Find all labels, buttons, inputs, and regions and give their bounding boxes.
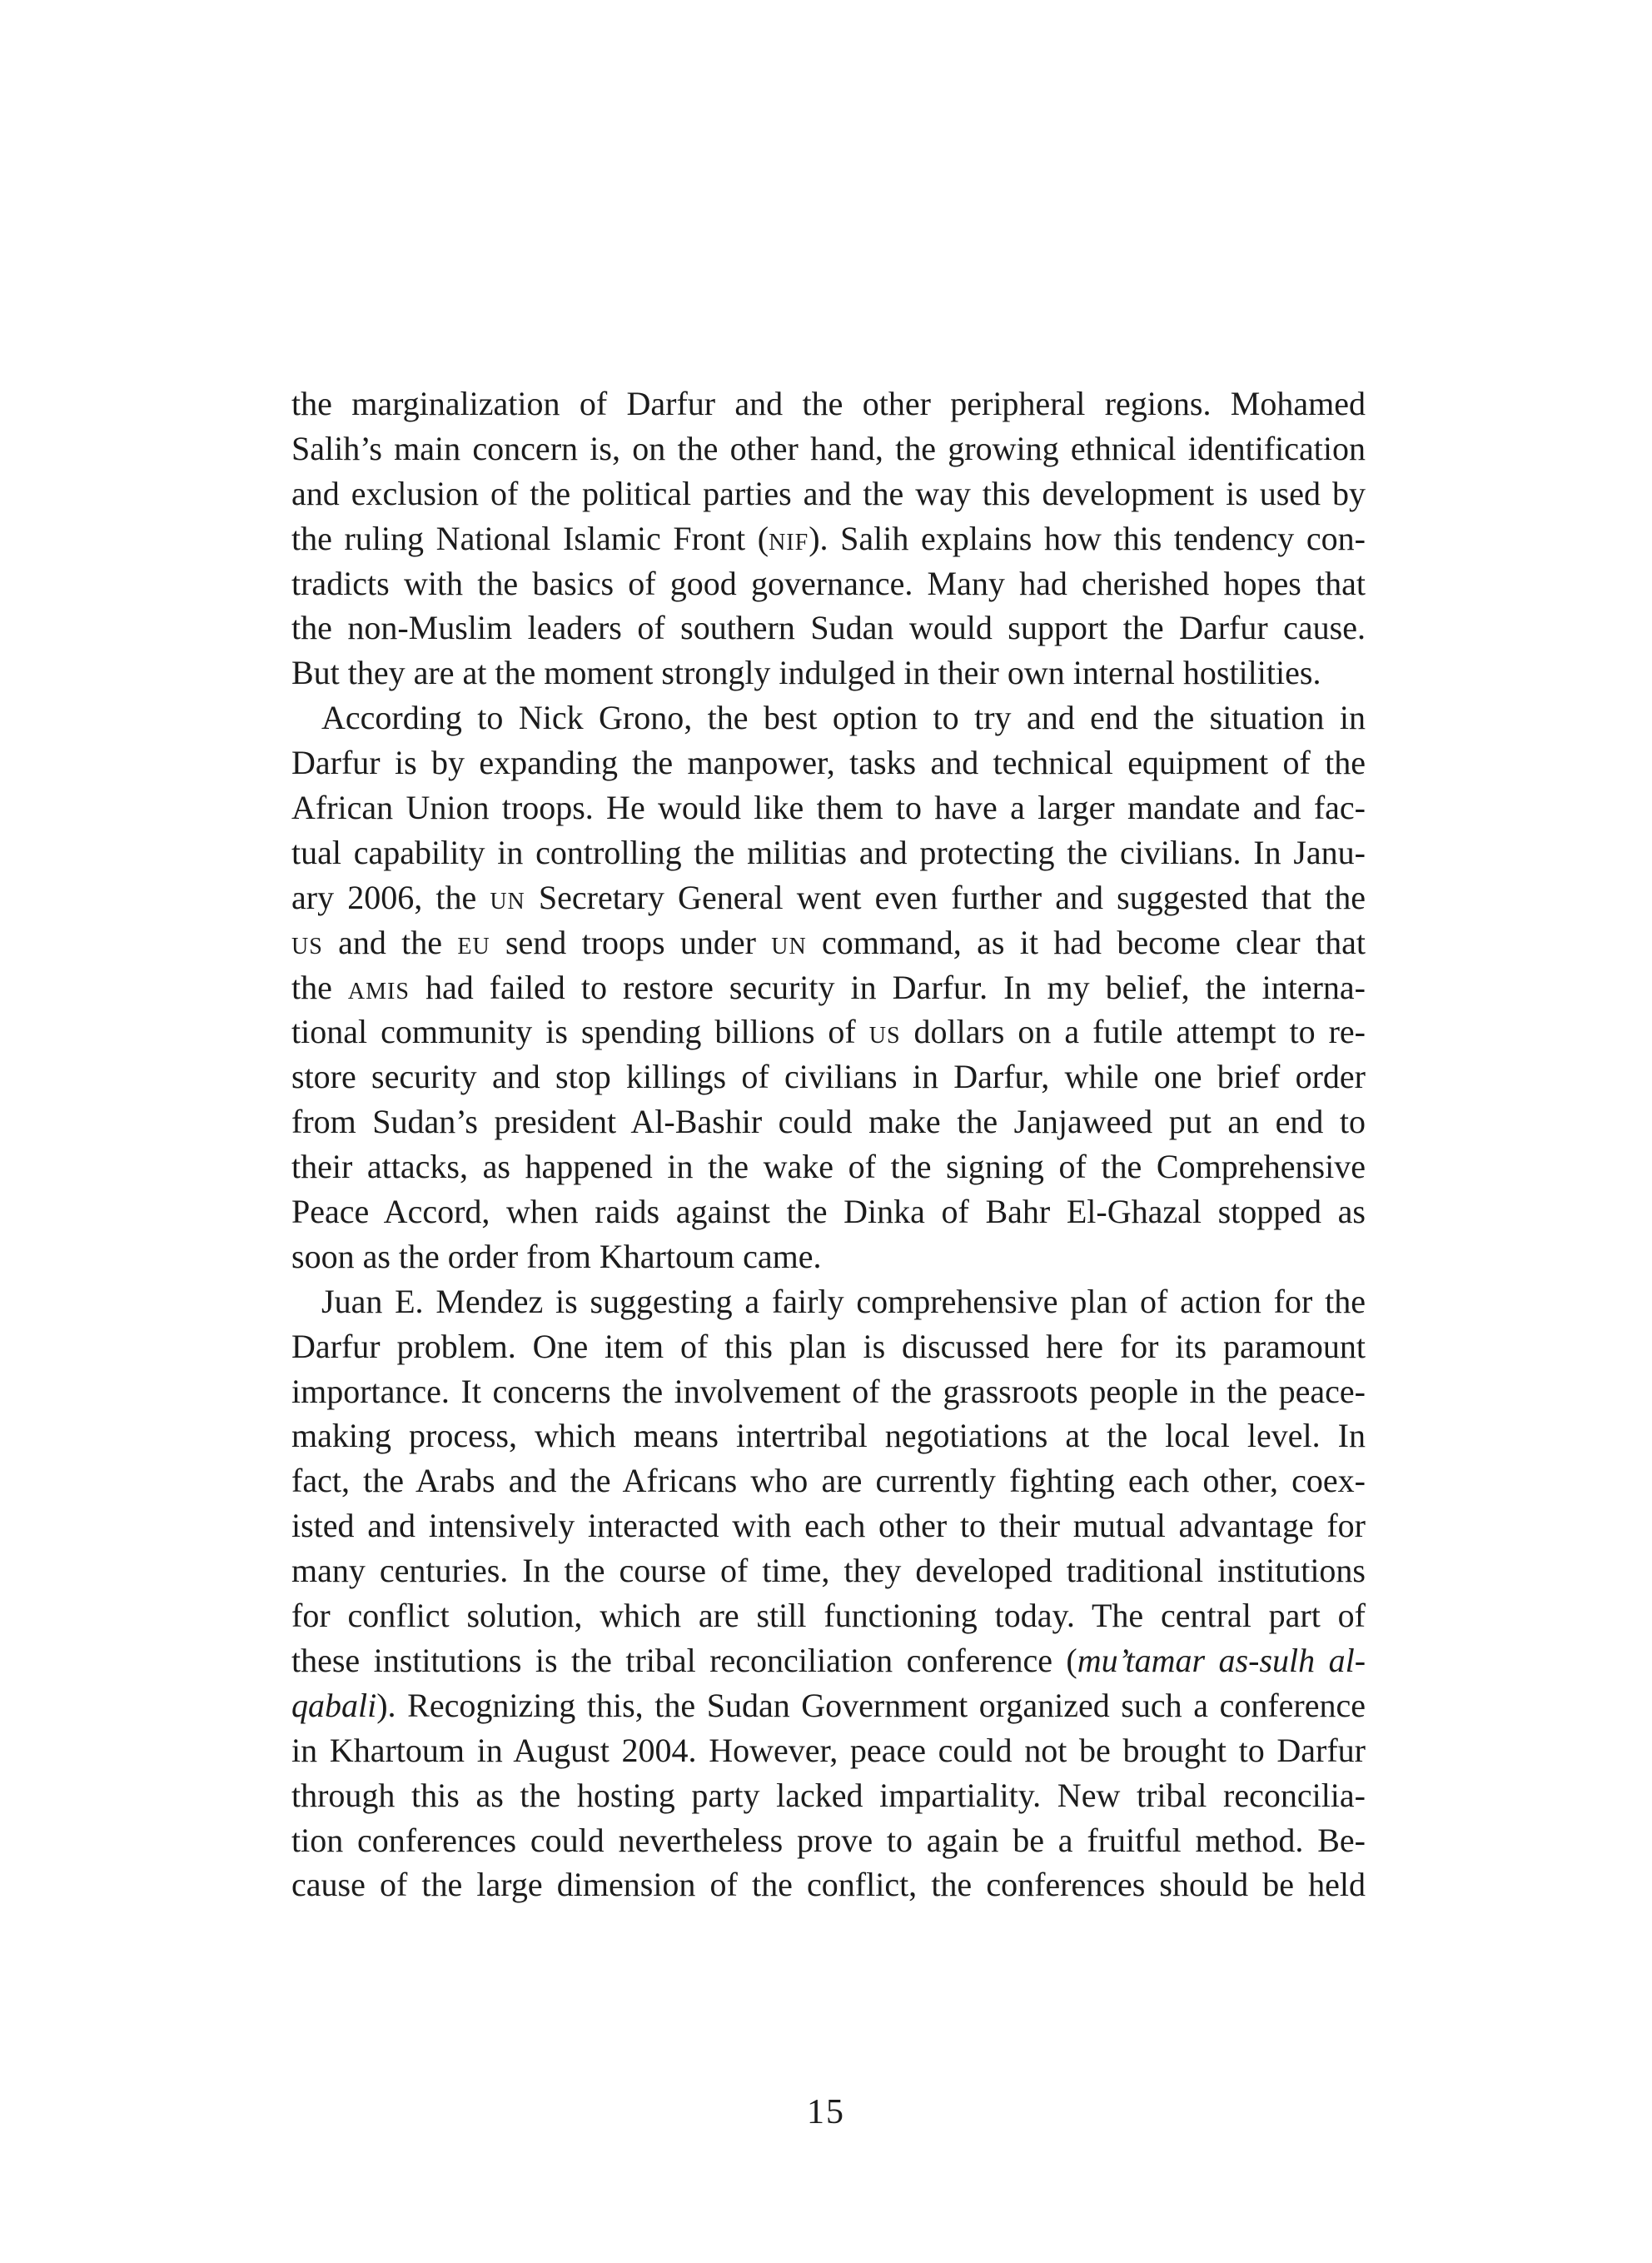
text-line: for conflict solution, which are still functioning today. The central part of: [291, 1597, 1366, 1635]
text-line: tion conferences could nevertheless prove to again be a fruitful method. Be-: [291, 1821, 1366, 1859]
text-line: African Union troops. He would like them to have a larger mandate and fac-: [291, 789, 1366, 827]
text-line: Darfur problem. One item of this plan is discussed here for its paramount: [291, 1327, 1366, 1365]
abbreviation-us: us: [868, 1013, 901, 1051]
text-line: Peace Accord, when raids against the Dinka of Bahr El-Ghazal stopped as: [291, 1193, 1366, 1231]
text-line: But they are at the moment strongly indulged in their own internal hostilities.: [291, 654, 1321, 692]
text-line: cause of the large dimension of the conflict, the conferences should be held: [291, 1866, 1366, 1904]
text-line: the marginalization of Darfur and the other peripheral regions. Mohamed: [291, 385, 1366, 422]
text-line: Juan E. Mendez is suggesting a fairly comprehensive plan of action for the: [321, 1282, 1366, 1320]
text-line: Salih’s main concern is, on the other hand, the growing ethnical identification: [291, 429, 1366, 467]
text-line: importance. It concerns the involvement of the grassroots people in the peace-: [291, 1372, 1366, 1410]
text-line: through this as the hosting party lacked impartiality. New tribal reconcilia-: [291, 1776, 1366, 1814]
text-line: tual capability in controlling the militias and protecting the civilians. In Janu-: [291, 833, 1366, 871]
text-line: in Khartoum in August 2004. However, peace could not be brought to Darfur: [291, 1731, 1366, 1769]
text-line: tional community is spending billions of us dollars on a futile attempt to re-: [291, 1013, 1366, 1051]
body-text: [291, 381, 1366, 1907]
text-line: tradicts with the basics of good governance. Many had cherished hopes that: [291, 564, 1366, 602]
text-line: ary 2006, the un Secretary General went even further and suggested that the: [291, 878, 1366, 916]
italic-term: mu’tamar as-sulh al-: [1077, 1641, 1366, 1679]
text-line: the non-Muslim leaders of southern Sudan would support the Darfur cause.: [291, 609, 1366, 647]
text-line: these institutions is the tribal reconciliation conference (mu’tamar as-sulh al-: [291, 1641, 1366, 1679]
text-line: from Sudan’s president Al-Bashir could make the Janjaweed put an end to: [291, 1103, 1366, 1141]
abbreviation-un: un: [490, 878, 525, 916]
abbreviation-un: un: [771, 923, 807, 961]
italic-term: qabali: [291, 1686, 377, 1724]
abbreviation-eu: eu: [457, 923, 490, 961]
abbreviation-amis: amis: [347, 968, 410, 1006]
text-line: soon as the order from Khartoum came.: [291, 1237, 822, 1275]
text-line: and exclusion of the political parties and the way this development is used by: [291, 474, 1366, 512]
page-number: 15: [807, 2093, 845, 2131]
text-line: isted and intensively interacted with each other to their mutual advantage for: [291, 1507, 1366, 1545]
text-line: fact, the Arabs and the Africans who are currently fighting each other, coex-: [291, 1462, 1366, 1500]
text-line: making process, which means intertribal negotiations at the local level. In: [291, 1417, 1366, 1455]
abbreviation-nif: nif: [769, 519, 809, 557]
text-line: qabali). Recognizing this, the Sudan Government organized such a conference: [291, 1686, 1366, 1724]
text-line: many centuries. In the course of time, they developed traditional institutions: [291, 1552, 1366, 1590]
text-line: According to Nick Grono, the best option to try and end the situation in: [321, 699, 1366, 737]
text-line: the ruling National Islamic Front (nif). Salih explains how this tendency con-: [291, 519, 1366, 557]
text-line: store security and stop killings of civilians in Darfur, while one brief order: [291, 1058, 1366, 1096]
abbreviation-us: us: [291, 923, 323, 961]
text-line: the amis had failed to restore security in Darfur. In my belief, the interna-: [291, 968, 1366, 1006]
text-line: their attacks, as happened in the wake of the signing of the Comprehensive: [291, 1148, 1366, 1186]
text-line: Darfur is by expanding the manpower, tasks and technical equipment of the: [291, 744, 1366, 782]
text-line: us and the eu send troops under un command, as it had become clear that: [291, 923, 1366, 961]
